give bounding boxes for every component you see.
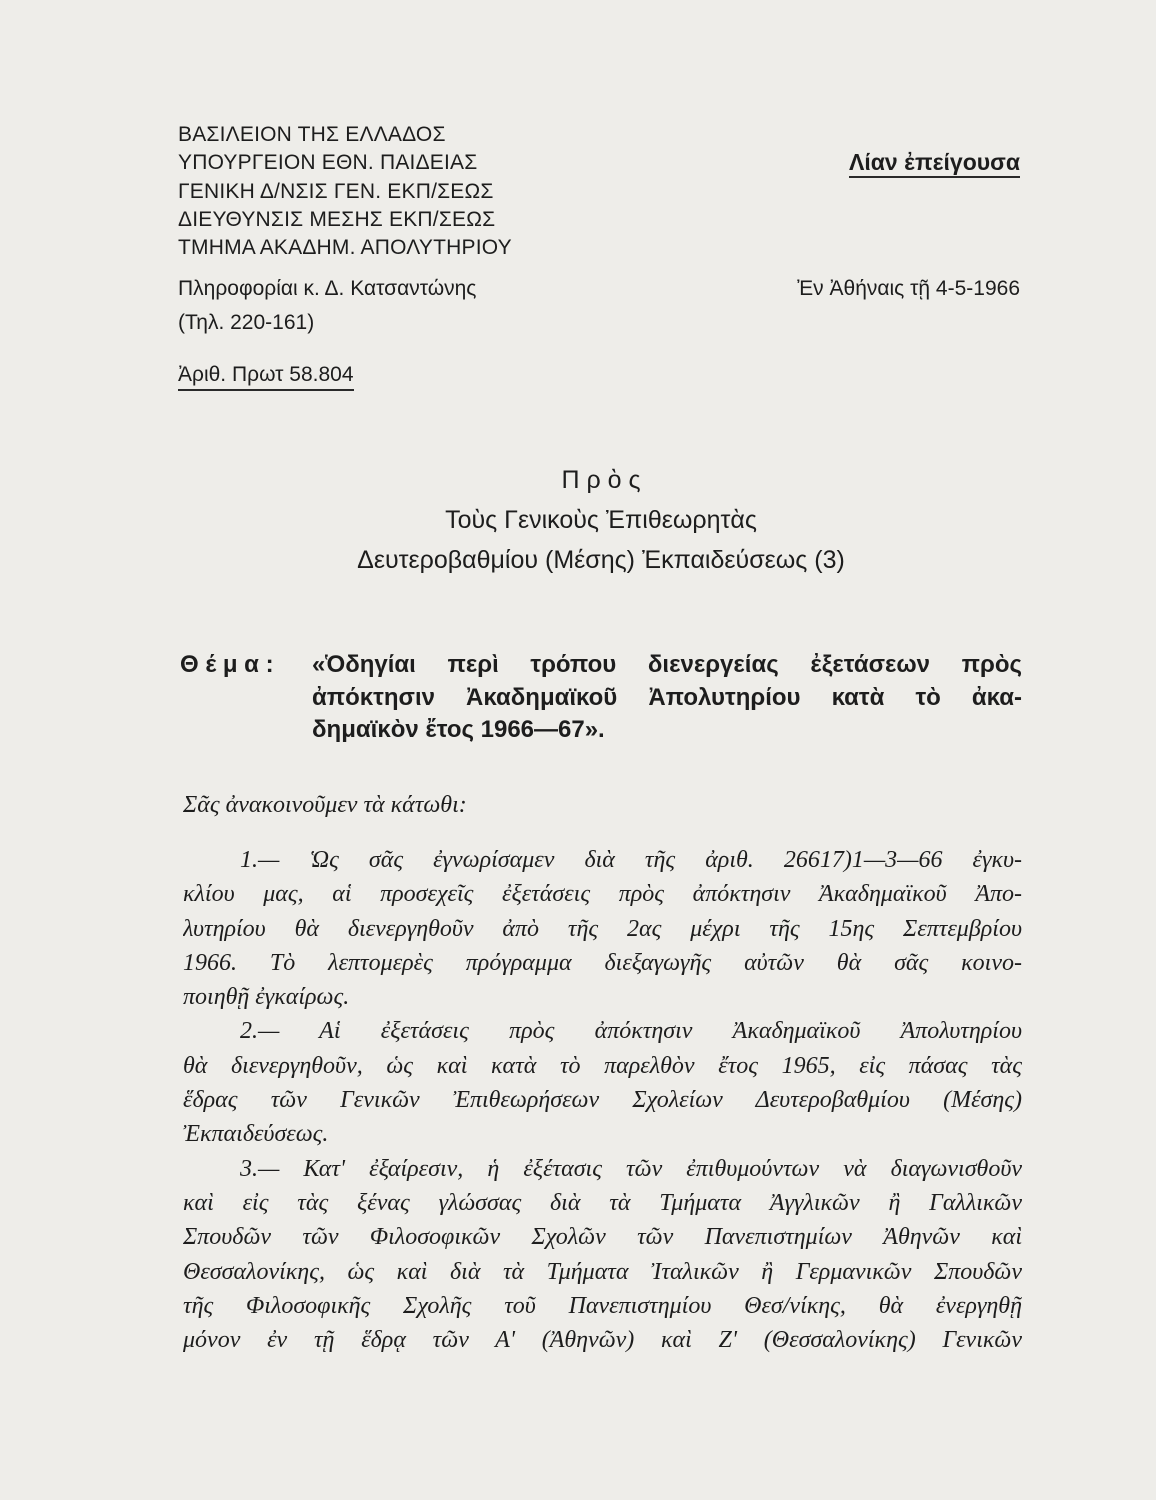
- body-text: [183, 843, 1022, 1357]
- subject-line: ἀπόκτησιν Ἀκαδημαϊκοῦ Ἀπολυτηρίου κατὰ τὸ ἀκα-: [312, 683, 1022, 711]
- body-line: καὶ εἰς τὰς ξένας γλώσσας διὰ τὰ Τμήματα Ἀγγλικῶν ἢ Γαλλικῶν: [183, 1189, 1022, 1216]
- authority-line: ΒΑΣΙΛΕΙΟΝ ΤΗΣ ΕΛΛΑΔΟΣ: [178, 123, 446, 146]
- paragraph-1: [183, 843, 1022, 1014]
- contact-phone: (Τηλ. 220-161): [178, 311, 315, 334]
- body-line: 2.— Αἱ ἐξετάσεις πρὸς ἀπόκτησιν Ἀκαδημαϊκοῦ Ἀπολυτηρίου: [240, 1018, 1022, 1045]
- body-line: Θεσσαλονίκης, ὡς καὶ διὰ τὰ Τμήματα Ἰταλικῶν ἢ Γερμανικῶν Σπουδῶν: [183, 1258, 1022, 1285]
- body-line: Ἐκπαιδεύσεως.: [183, 1121, 329, 1148]
- urgency-mark: Λίαν ἐπείγουσα: [849, 149, 1020, 178]
- body-line: λυτηρίου θὰ διενεργηθοῦν ἀπὸ τῆς 2ας μέχρι τῆς 15ης Σεπτεμβρίου: [183, 915, 1022, 942]
- issuing-authority: [178, 121, 512, 262]
- body-line: ἕδρας τῶν Γενικῶν Ἐπιθεωρήσεων Σχολείων Δευτεροβαθμίου (Μέσης): [183, 1087, 1022, 1114]
- subject-label: Θ έ μ α :: [180, 651, 274, 678]
- intro-text: Σᾶς ἀνακοινοῦμεν τὰ κάτωθι:: [183, 792, 467, 818]
- subject-line: «Ὁδηγίαι περὶ τρόπου διενεργείας ἐξετάσεων πρὸς: [312, 651, 1022, 678]
- authority-line: ΔΙΕΥΘΥΝΣΙΣ ΜΕΣΗΣ ΕΚΠ/ΣΕΩΣ: [178, 207, 496, 231]
- recipient-line: Δευτεροβαθμίου (Μέσης) Ἐκπαιδεύσεως (3): [357, 546, 845, 574]
- body-line: θὰ διενεργηθοῦν, ὡς καὶ κατὰ τὸ παρελθὸν ἔτος 1965, εἰς πάσας τὰς: [183, 1052, 1022, 1079]
- place-date: Ἐν Ἀθήναις τῇ 4-5-1966: [797, 277, 1020, 300]
- paragraph-3: [183, 1152, 1022, 1358]
- body-line: Σπουδῶν τῶν Φιλοσοφικῶν Σχολῶν τῶν Πανεπιστημίων Ἀθηνῶν καὶ: [183, 1224, 1022, 1251]
- body-line: ποιηθῇ ἐγκαίρως.: [183, 984, 350, 1011]
- contact-person: Πληροφορίαι κ. Δ. Κατσαντώνης: [178, 277, 477, 300]
- body-line: κλίου μας, αἱ προσεχεῖς ἐξετάσεις πρὸς ἀπόκτησιν Ἀκαδημαϊκοῦ Ἀπο-: [183, 881, 1022, 908]
- body-line: μόνον ἐν τῇ ἕδρᾳ τῶν Α' (Ἀθηνῶν) καὶ Ζ' (Θεσσαλονίκης) Γενικῶν: [183, 1327, 1022, 1354]
- authority-line: ΥΠΟΥΡΓΕΙΟΝ ΕΘΝ. ΠΑΙΔΕΙΑΣ: [178, 151, 478, 175]
- body-line: 1.— Ὡς σᾶς ἐγνωρίσαμεν διὰ τῆς ἀριθ. 26617)1—3—66 ἐγκυ-: [240, 847, 1022, 873]
- subject-text: [312, 649, 1022, 747]
- body-line: 3.— Κατ' ἐξαίρεσιν, ἡ ἐξέτασις τῶν ἐπιθυμούντων νὰ διαγωνισθοῦν: [240, 1155, 1022, 1182]
- paragraph-2: [183, 1014, 1022, 1151]
- protocol-number: Ἀριθ. Πρωτ 58.804: [178, 362, 354, 391]
- body-line: τῆς Φιλοσοφικῆς Σχολῆς τοῦ Πανεπιστημίου Θεσ/νίκης, θὰ ἐνεργηθῇ: [183, 1292, 1022, 1319]
- body-line: 1966. Τὸ λεπτομερὲς πρόγραμμα διεξαγωγῆς αὐτῶν θὰ σᾶς κοινο-: [183, 949, 1022, 976]
- authority-line: ΤΜΗΜΑ ΑΚΑΔΗΜ. ΑΠΟΛΥΤΗΡΙΟΥ: [178, 236, 512, 260]
- subject-line: δημαϊκὸν ἔτος 1966—67».: [312, 716, 605, 743]
- recipient-heading: Π ρ ὸ ς: [561, 466, 641, 494]
- authority-line: ΓΕΝΙΚΗ Δ/ΝΣΙΣ ΓΕΝ. ΕΚΠ/ΣΕΩΣ: [178, 179, 494, 203]
- recipient-line: Τοὺς Γενικοὺς Ἐπιθεωρητὰς: [445, 506, 757, 534]
